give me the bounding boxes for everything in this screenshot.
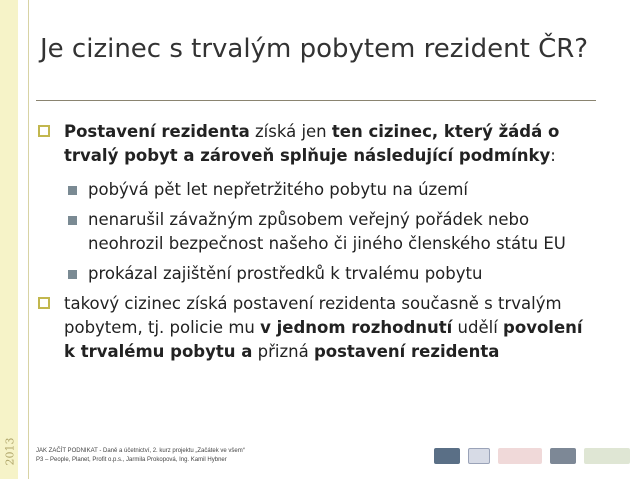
- ministry-logo: [550, 448, 576, 464]
- square-bullet-icon: [68, 216, 77, 225]
- bullet-item-2: [38, 292, 598, 364]
- op-program-logo: [498, 448, 542, 464]
- sub-bullet-3: [64, 262, 598, 286]
- sponsor-logos: [434, 446, 630, 466]
- sub-bullet-text: pobývá pět let nepřetržitého pobytu na území: [88, 180, 469, 199]
- checkbox-icon: [38, 125, 50, 137]
- sub-bullet-1: [64, 178, 598, 202]
- bullet-2-text-2: udělí: [452, 318, 504, 337]
- bullet-1-bold-2: ten cizinec, který žádá o trvalý pobyt a zároveň splňuje následující podmínky: [64, 122, 560, 165]
- bullet-2-text-3: přizná: [252, 342, 314, 361]
- sub-bullet-2: [64, 208, 598, 256]
- title-divider: [36, 100, 596, 101]
- esf-logo: [434, 448, 460, 464]
- bullet-1-text-1: získá jen: [249, 122, 332, 141]
- slide-content: [38, 120, 598, 374]
- year-label: 2013: [3, 437, 17, 466]
- left-accent-bar: [0, 0, 18, 479]
- support-logo: [584, 448, 630, 464]
- sub-bullet-text: prokázal zajištění prostředků k trvalému pobytu: [88, 264, 483, 283]
- bullet-2-text-1: takový cizinec získá postavení rezidenta současně s trvalým pobytem, tj. policie mu: [64, 294, 562, 337]
- bullet-1-text-2: :: [550, 146, 556, 165]
- footer-line-1: JAK ZAČÍT PODNIKAT - Daně a účetnictví, 2. kurz projektu „Začátek ve všem“: [36, 448, 245, 454]
- bullet-2-bold-2: povolení k trvalému pobytu a: [64, 318, 583, 361]
- square-bullet-icon: [68, 270, 77, 279]
- square-bullet-icon: [68, 186, 77, 195]
- bullet-2-bold-1: v jednom rozhodnutí: [260, 318, 453, 337]
- sub-bullet-text: nenarušil závažným způsobem veřejný pořádek nebo neohrozil bezpečnost našeho či jiného členského státu EU: [88, 210, 566, 253]
- checkbox-icon: [38, 297, 50, 309]
- left-accent-line: [28, 0, 29, 479]
- bullet-2-bold-3: postavení rezidenta: [313, 342, 500, 361]
- footer-credits: [36, 447, 245, 465]
- bullet-1-bold-1: Postavení rezidenta: [64, 122, 250, 141]
- footer-line-2: P3 – People, Planet, Profit o.p.s., Jarmila Prokopová, Ing. Kamil Hybner: [36, 457, 227, 463]
- eu-flag-logo: [468, 448, 490, 464]
- bullet-item-1: [38, 120, 598, 168]
- slide-title: Je cizinec s trvalým pobytem rezident ČR?: [40, 34, 589, 64]
